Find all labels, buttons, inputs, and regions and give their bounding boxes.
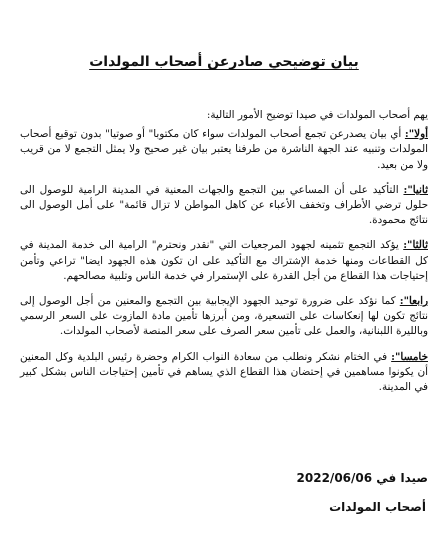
date-value: 2022/06/06 [296,471,373,485]
paragraph-1 [20,127,428,173]
paragraph-5-text: في الختام نشكر ونطلب من سعادة النواب الكرام وحضرة رئيس البلدية وكل المعنين أن يكونوا مساهمين في إحتضان هذا القطاع الذي يساهم في تأمين إحتياجات الناس بشكل كبير في المدينة. [20,350,428,394]
paragraph-4 [20,294,428,340]
intro-text: يهم أصحاب المولدات في صيدا توضيح الأمور التالية: [206,109,428,121]
date-line [297,471,428,485]
paragraph-3-text: يؤكد التجمع تثمينه لجهود المرجعيات التي "نقدر ونحترم" الرامية الى خدمة المدينة في كل القطاعات ومنها خدمة الإشتراك مع التأكيد على ان تكون هذه الجهود ايضا" تراعي وتأمن إحتياجات هذا القطاع من أجل القدرة على الإستمرار في خدمة الناس وتلبية مصالحهم. [20,239,428,282]
paragraph-2 [20,183,428,229]
paragraph-4-label: رابعا": [399,295,428,308]
paragraph-1-label: أولا": [404,128,428,141]
signature: أصحاب المولدات [329,500,426,514]
paragraph-1-text: أي بيان يصدرعن تجمع أصحاب المولدات سواء كان مكتوبا" أو صوتيا" بدون توقيع أصحاب المولدات وتنبيه عند الجهة الناشرة من طرفنا يعتبر بيان غير صحيح ولا يمثل التجمع لا من قريب ولا من بعيد. [20,128,428,171]
date-place: صيدا في [376,471,428,485]
paragraph-4-text: كما نؤكد على ضرورة توحيد الجهود الإيجابية بين التجمع والمعنين من أجل الوصول إلى نتائج تكون لها إنعكاسات على التسعيرة، ومن أبرزها تأمين مادة المازوت على السعر الرسمي وبالليرة اللبنانية، والعمل على تأمين سعر الصرف على سعر المنصة لأصحاب المولدات. [20,295,428,338]
paragraph-5 [20,350,428,396]
paragraph-3 [20,238,428,284]
paragraph-2-text: التأكيد على أن المساعي بين التجمع والجهات المعنية في المدينة الرامية للوصول الى حلول ترضي الأطراف وتخفف الأعباء عن كاهل المواطن لا تزال قائمة" على أمل الوصول الى نتائج محمودة. [20,183,428,227]
paragraph-2-label: ثانيا": [403,183,428,196]
document-title: بيان توضيحي صادرعن أصحاب المولدات [89,54,359,70]
document-body [20,108,428,405]
paragraph-3-label: ثالثا": [403,239,428,252]
paragraph-5-label: خامسا": [391,350,428,363]
